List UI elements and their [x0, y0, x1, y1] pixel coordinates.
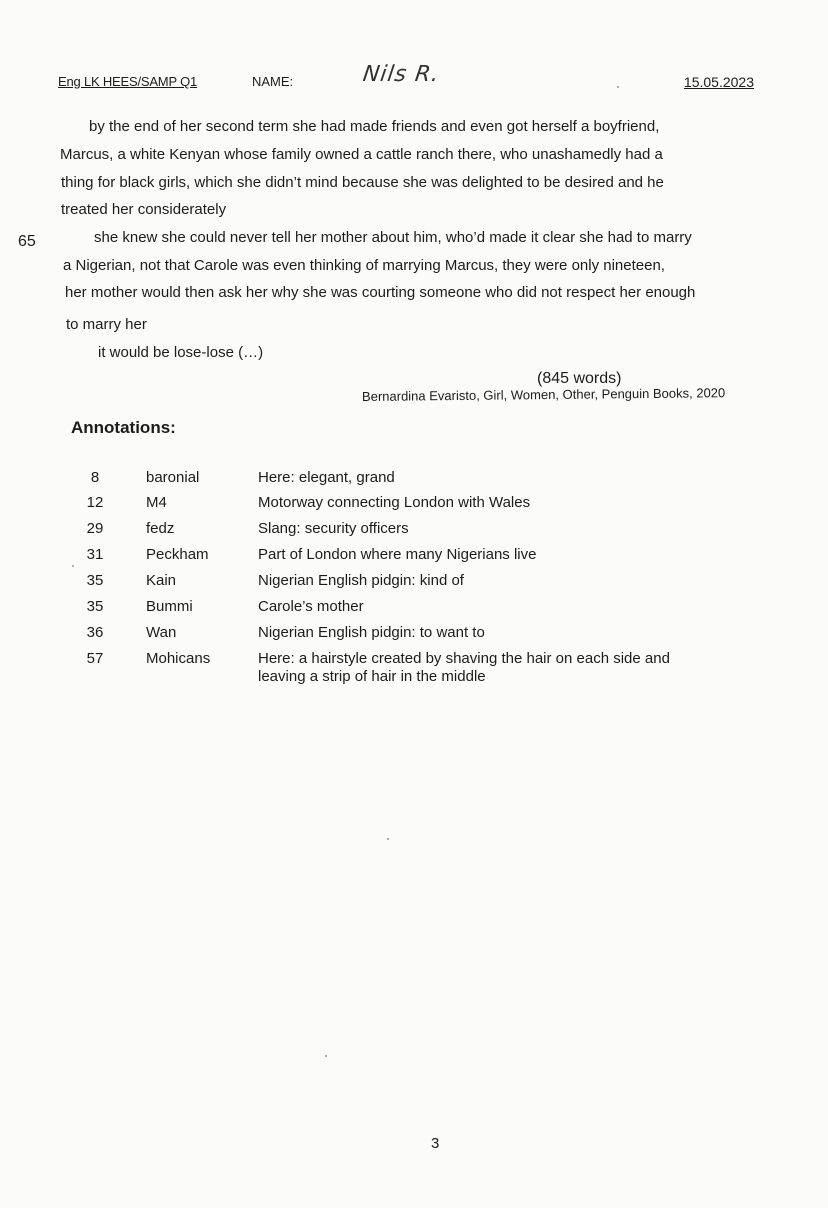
annotation-term: Mohicans — [146, 650, 211, 667]
annotation-term: M4 — [146, 494, 167, 511]
page-number: 3 — [431, 1135, 440, 1152]
passage-line: by the end of her second term she had made friends and even got herself a boyfriend, — [89, 118, 660, 135]
passage-line: treated her considerately — [61, 201, 227, 218]
annotation-line-number: 31 — [86, 546, 104, 563]
annotation-definition: Nigerian English pidgin: to want to — [258, 624, 485, 641]
annotation-term: Wan — [146, 624, 177, 641]
annotation-term: fedz — [146, 520, 175, 537]
passage-line: her mother would then ask her why she was courting someone who did not respect her enough — [65, 284, 696, 301]
annotation-definition: Here: elegant, grand — [258, 469, 395, 486]
annotation-term: baronial — [146, 469, 200, 486]
annotation-line-number: 35 — [86, 598, 104, 615]
annotation-term: Peckham — [146, 546, 209, 563]
line-number-marker: 65 — [18, 233, 36, 250]
course-code: Eng LK HEES/SAMP Q1 — [58, 74, 198, 89]
passage-line: thing for black girls, which she didn’t mind because she was delighted to be desired and he — [61, 174, 664, 191]
annotation-line-number: 8 — [90, 469, 100, 486]
passage-line: it would be lose-lose (…) — [98, 344, 264, 361]
annotation-term: Kain — [146, 572, 177, 589]
paper-speck — [325, 1055, 327, 1057]
passage-line: to marry her — [66, 316, 147, 333]
annotation-line-number: 36 — [86, 624, 104, 641]
header-date: 15.05.2023 — [683, 74, 754, 90]
annotation-line-number: 35 — [86, 572, 104, 589]
annotation-definition: Slang: security officers — [258, 520, 409, 537]
source-citation: Bernardina Evaristo, Girl, Women, Other, Penguin Books, 2020 — [361, 385, 726, 404]
annotation-definition: Part of London where many Nigerians live — [258, 546, 537, 563]
name-label: NAME: — [252, 74, 294, 89]
passage-line: a Nigerian, not that Carole was even thinking of marrying Marcus, they were only nineteen, — [63, 257, 665, 274]
annotation-definition: Nigerian English pidgin: kind of — [258, 572, 464, 589]
annotation-line-number: 12 — [86, 494, 104, 511]
annotations-heading: Annotations: — [71, 418, 176, 437]
page-header — [58, 62, 754, 94]
paper-speck — [387, 838, 389, 840]
passage-line: Marcus, a white Kenyan whose family owned a cattle ranch there, who unashamedly had a — [60, 146, 663, 163]
paper-speck — [617, 86, 619, 88]
annotation-term: Bummi — [146, 598, 193, 615]
annotation-definition: Carole’s mother — [258, 598, 364, 615]
annotation-line-number: 29 — [86, 520, 104, 537]
annotation-line-number: 57 — [86, 650, 104, 667]
passage-line: she knew she could never tell her mother about him, who’d made it clear she had to marry — [94, 229, 692, 246]
handwritten-name: Nils R. — [361, 62, 442, 87]
word-count: (845 words) — [537, 370, 622, 387]
paper-speck — [72, 565, 74, 567]
annotation-definition: Here: a hairstyle created by shaving the hair on each side and leaving a strip of hair in the middle — [258, 650, 670, 685]
annotation-definition: Motorway connecting London with Wales — [258, 494, 531, 511]
